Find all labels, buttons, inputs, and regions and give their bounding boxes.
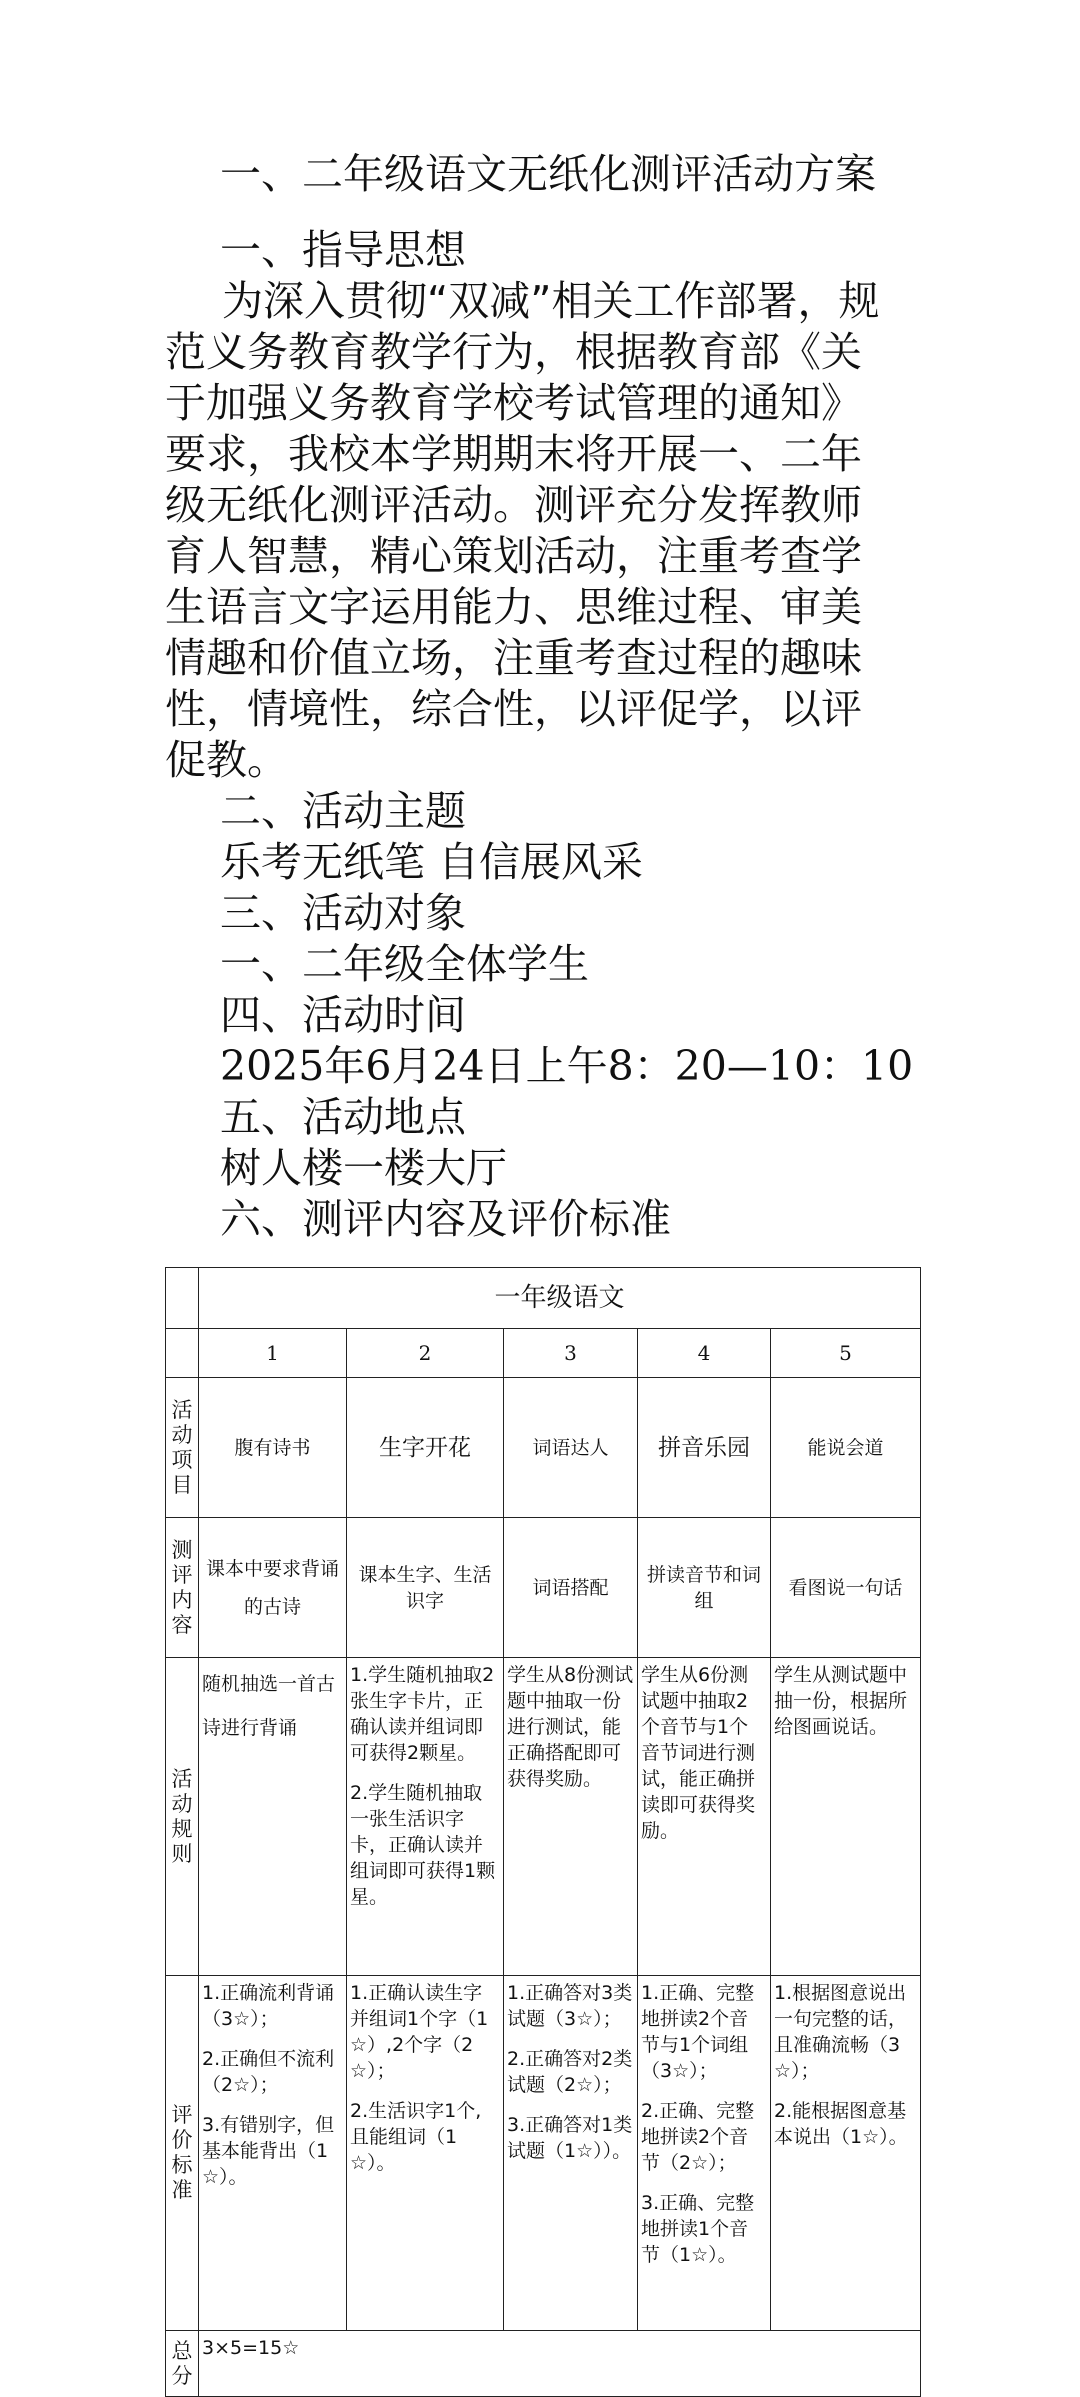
content-cell: 课本生字、生活识字 — [347, 1518, 504, 1658]
section-heading-place: 五、活动地点 — [220, 1093, 466, 1141]
grade-title: 一年级语文 — [199, 1268, 921, 1329]
time-text: 2025年6月24日上午8：20—10：10 — [220, 1042, 914, 1090]
row-label-rules: 活动规则 — [166, 1658, 199, 1976]
standard-text: 2.能根据图意基本说出（1☆）。 — [774, 2100, 908, 2148]
standard-text: 1.根据图意说出一句完整的话，且准确流畅（3☆）； — [774, 1982, 908, 2082]
standard-text: 1.正确认读生字并组词1个字（1☆）,2个字（2☆）； — [350, 1982, 489, 2082]
guiding-line: 促教。 — [165, 736, 288, 784]
standard-text: 2.正确答对2类试题（2☆）； — [507, 2048, 633, 2096]
rules-cell — [347, 1658, 504, 1976]
table-row-total — [166, 2331, 921, 2397]
rules-cell — [199, 1658, 347, 1976]
table-row-grade — [166, 1268, 921, 1329]
section-heading-guiding: 一、指导思想 — [220, 226, 466, 274]
content-cell: 看图说一句话 — [771, 1518, 921, 1658]
section-heading-target: 三、活动对象 — [220, 889, 466, 937]
guiding-paragraph — [165, 276, 925, 786]
section-heading-standard: 六、测评内容及评价标准 — [220, 1195, 671, 1243]
row-label-project: 活动项目 — [166, 1378, 199, 1518]
content-cell: 词语搭配 — [504, 1518, 638, 1658]
guiding-line: 于加强义务教育学校考试管理的通知》 — [165, 379, 862, 427]
section-heading-theme: 二、活动主题 — [220, 787, 466, 835]
rules-cell — [638, 1658, 771, 1976]
standard-text: 3.正确答对1类试题（1☆））。 — [507, 2114, 633, 2162]
rule-text: 1.学生随机抽取2张生字卡片，正确认读并组词即可获得2颗星。 — [350, 1664, 495, 1764]
row-label-content: 测评内容 — [166, 1518, 199, 1658]
rule-text: 学生从8份测试题中抽取一份进行测试，能正确搭配即可获得奖励。 — [507, 1664, 634, 1790]
total-cell: 3×5=15☆ — [199, 2331, 921, 2397]
rule-text: 学生从测试题中抽一份，根据所给图画说话。 — [774, 1664, 908, 1738]
rule-text: 学生从6份测试题中抽取2个音节与1个音节词进行测试，能正确拼读即可获得奖励。 — [641, 1664, 756, 1842]
document-body — [165, 225, 925, 1245]
standard-cell — [504, 1976, 638, 2331]
column-number: 2 — [347, 1329, 504, 1378]
table-row-rules — [166, 1658, 921, 1976]
rules-cell — [504, 1658, 638, 1976]
row-label-standard: 评价标准 — [166, 1976, 199, 2331]
standard-text: 2.生活识字1个,且能组词（1☆）。 — [350, 2100, 482, 2174]
project-cell: 拼音乐园 — [638, 1378, 771, 1518]
table-row-standard — [166, 1976, 921, 2331]
standard-text: 1.正确答对3类试题（3☆）； — [507, 1982, 633, 2030]
table-row-content — [166, 1518, 921, 1658]
standard-text: 1.正确流利背诵（3☆）； — [202, 1982, 335, 2030]
standard-text: 2.正确、完整地拼读2个音节（2☆）； — [641, 2100, 755, 2174]
guiding-line: 性，情境性，综合性，以评促学，以评 — [165, 685, 862, 733]
project-cell: 腹有诗书 — [199, 1378, 347, 1518]
column-number: 3 — [504, 1329, 638, 1378]
table-corner-cell — [166, 1268, 199, 1329]
standard-text: 2.正确但不流利（2☆）； — [202, 2048, 335, 2096]
guiding-line: 生语言文字运用能力、思维过程、审美 — [165, 583, 862, 631]
guiding-line: 育人智慧，精心策划活动，注重考查学 — [165, 532, 862, 580]
project-cell: 能说会道 — [771, 1378, 921, 1518]
evaluation-table — [165, 1267, 921, 2397]
row-label-total: 总分 — [166, 2331, 199, 2397]
standard-cell — [638, 1976, 771, 2331]
content-cell: 拼读音节和词组 — [638, 1518, 771, 1658]
content-cell: 课本中要求背诵的古诗 — [199, 1518, 347, 1658]
standard-text: 3.正确、完整地拼读1个音节（1☆）。 — [641, 2192, 755, 2266]
section-heading-time: 四、活动时间 — [220, 991, 466, 1039]
column-number: 5 — [771, 1329, 921, 1378]
column-number: 4 — [638, 1329, 771, 1378]
table-row-numbers — [166, 1329, 921, 1378]
theme-text: 乐考无纸笔 自信展风采 — [220, 838, 644, 886]
table-row-project — [166, 1378, 921, 1518]
guiding-line: 范义务教育教学行为，根据教育部《关 — [165, 328, 862, 376]
target-text: 一、二年级全体学生 — [220, 940, 589, 988]
guiding-line: 情趣和价值立场，注重考查过程的趣味 — [165, 634, 862, 682]
document-title: 一、二年级语文无纸化测评活动方案 — [220, 150, 876, 198]
guiding-line: 要求，我校本学期期末将开展一、二年 — [165, 430, 862, 478]
guiding-line: 级无纸化测评活动。测评充分发挥教师 — [165, 481, 862, 529]
guiding-line: 为深入贯彻“双减”相关工作部署，规 — [222, 277, 880, 325]
rule-text: 随机抽选一首古诗进行背诵 — [202, 1673, 336, 1739]
project-cell: 词语达人 — [504, 1378, 638, 1518]
place-text: 树人楼一楼大厅 — [220, 1144, 507, 1192]
standard-cell — [199, 1976, 347, 2331]
standard-cell — [347, 1976, 504, 2331]
column-number: 1 — [199, 1329, 347, 1378]
table-corner-cell — [166, 1329, 199, 1378]
rules-cell — [771, 1658, 921, 1976]
rule-text: 2.学生随机抽取一张生活识字卡，正确认读并组词即可获得1颗星。 — [350, 1782, 496, 1908]
standard-cell — [771, 1976, 921, 2331]
standard-text: 1.正确、完整地拼读2个音节与1个词组（3☆）； — [641, 1982, 755, 2082]
project-cell: 生字开花 — [347, 1378, 504, 1518]
standard-text: 3.有错别字，但基本能背出（1☆）。 — [202, 2114, 335, 2188]
